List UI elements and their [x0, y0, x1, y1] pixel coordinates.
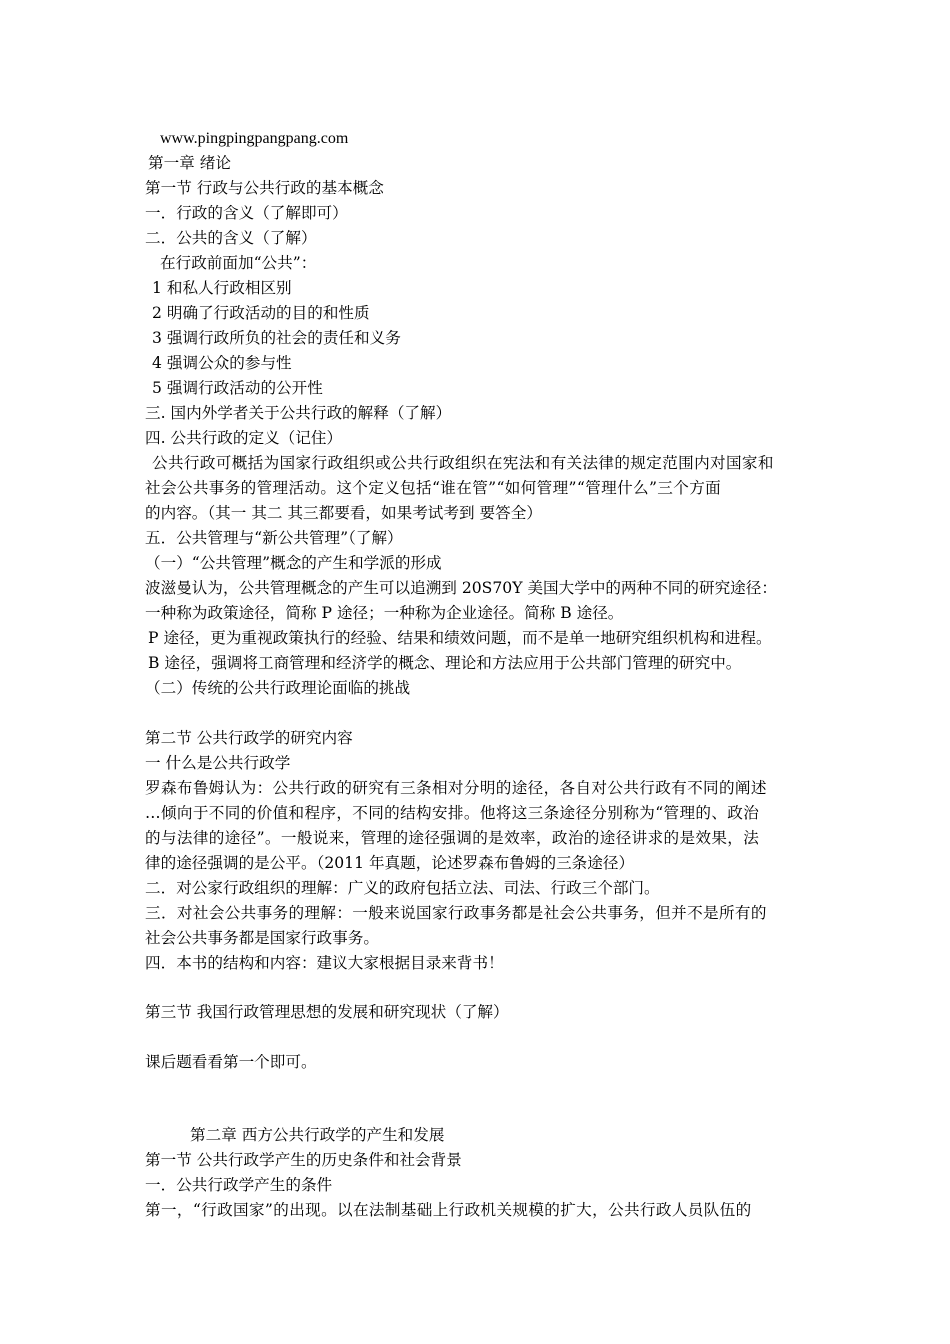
- paragraph: 公共行政可概括为国家行政组织或公共行政组织在宪法和有关法律的规定范围内对国家和: [152, 454, 774, 472]
- list-item: 4 强调公众的参与性: [152, 354, 292, 372]
- paragraph: 罗森布鲁姆认为：公共行政的研究有三条相对分明的途径，各自对公共行政有不同的阐述: [145, 779, 767, 797]
- paragraph: 二．公共的含义（了解）: [145, 229, 317, 247]
- section-3-title: 第三节 我国行政管理思想的发展和研究现状（了解）: [145, 1003, 509, 1021]
- paragraph: 二．对公家行政组织的理解：广义的政府包括立法、司法、行政三个部门。: [145, 879, 660, 897]
- paragraph: （二）传统的公共行政理论面临的挑战: [145, 679, 411, 697]
- paragraph: 课后题看看第一个即可。: [145, 1053, 317, 1071]
- paragraph: 一．公共行政学产生的条件: [145, 1176, 333, 1194]
- list-item: 3 强调行政所负的社会的责任和义务: [152, 329, 401, 347]
- paragraph: 第一，“行政国家”的出现。以在法制基础上行政机关规模的扩大，公共行政人员队伍的: [145, 1201, 752, 1219]
- paragraph: 律的途径强调的是公平。（2011 年真题，论述罗森布鲁姆的三条途径）: [145, 854, 635, 872]
- website-url: www.pingpingpangpang.com: [160, 130, 349, 147]
- paragraph: 波滋曼认为，公共管理概念的产生可以追溯到 20S70Y 美国大学中的两种不同的研究途径：: [145, 579, 777, 597]
- list-item: 2 明确了行政活动的目的和性质: [152, 304, 370, 322]
- paragraph: B 途径，强调将工商管理和经济学的概念、理论和方法应用于公共部门管理的研究中。: [148, 654, 742, 672]
- paragraph: 一 什么是公共行政学: [145, 754, 291, 772]
- paragraph: 四．本书的结构和内容：建议大家根据目录来背书！: [145, 954, 504, 972]
- section-1-title: 第一节 行政与公共行政的基本概念: [145, 179, 384, 197]
- paragraph: 三. 国内外学者关于公共行政的解释（了解）: [145, 404, 452, 422]
- paragraph: P 途径，更为重视政策执行的经验、结果和绩效问题，而不是单一地研究组织机构和进程。: [148, 629, 772, 647]
- paragraph: 的与法律的途径”。一般说来，管理的途径强调的是效率，政治的途径讲求的是效果，法: [145, 829, 760, 847]
- section-1-title: 第一节 公共行政学产生的历史条件和社会背景: [145, 1151, 462, 1169]
- paragraph: 社会公共事务都是国家行政事务。: [145, 929, 379, 947]
- list-item: 5 强调行政活动的公开性: [152, 379, 323, 397]
- section-2-title: 第二节 公共行政学的研究内容: [145, 729, 353, 747]
- paragraph: （一）“公共管理”概念的产生和学派的形成: [145, 554, 442, 572]
- paragraph: …倾向于不同的价值和程序，不同的结构安排。他将这三条途径分别称为“管理的、政治: [145, 804, 760, 822]
- paragraph: 在行政前面加“公共”：: [160, 254, 317, 272]
- paragraph: 的内容。（其一 其二 其三都要看，如果考试考到 要答全）: [145, 504, 542, 522]
- chapter-2-title: 第二章 西方公共行政学的产生和发展: [190, 1126, 445, 1144]
- list-item: 1 和私人行政相区别: [152, 279, 292, 297]
- chapter-1-title: 第一章 绪论: [148, 154, 231, 172]
- paragraph: 社会公共事务的管理活动。这个定义包括“谁在管”“如何管理”“管理什么”三个方面: [145, 479, 722, 497]
- paragraph: 一种称为政策途径，简称 P 途径；一种称为企业途径。简称 B 途径。: [145, 604, 624, 622]
- paragraph: 一．行政的含义（了解即可）: [145, 204, 348, 222]
- paragraph: 三．对社会公共事务的理解：一般来说国家行政事务都是社会公共事务，但并不是所有的: [145, 904, 767, 922]
- paragraph: 四. 公共行政的定义（记住）: [145, 429, 343, 447]
- paragraph: 五．公共管理与“新公共管理”（了解）: [145, 529, 403, 547]
